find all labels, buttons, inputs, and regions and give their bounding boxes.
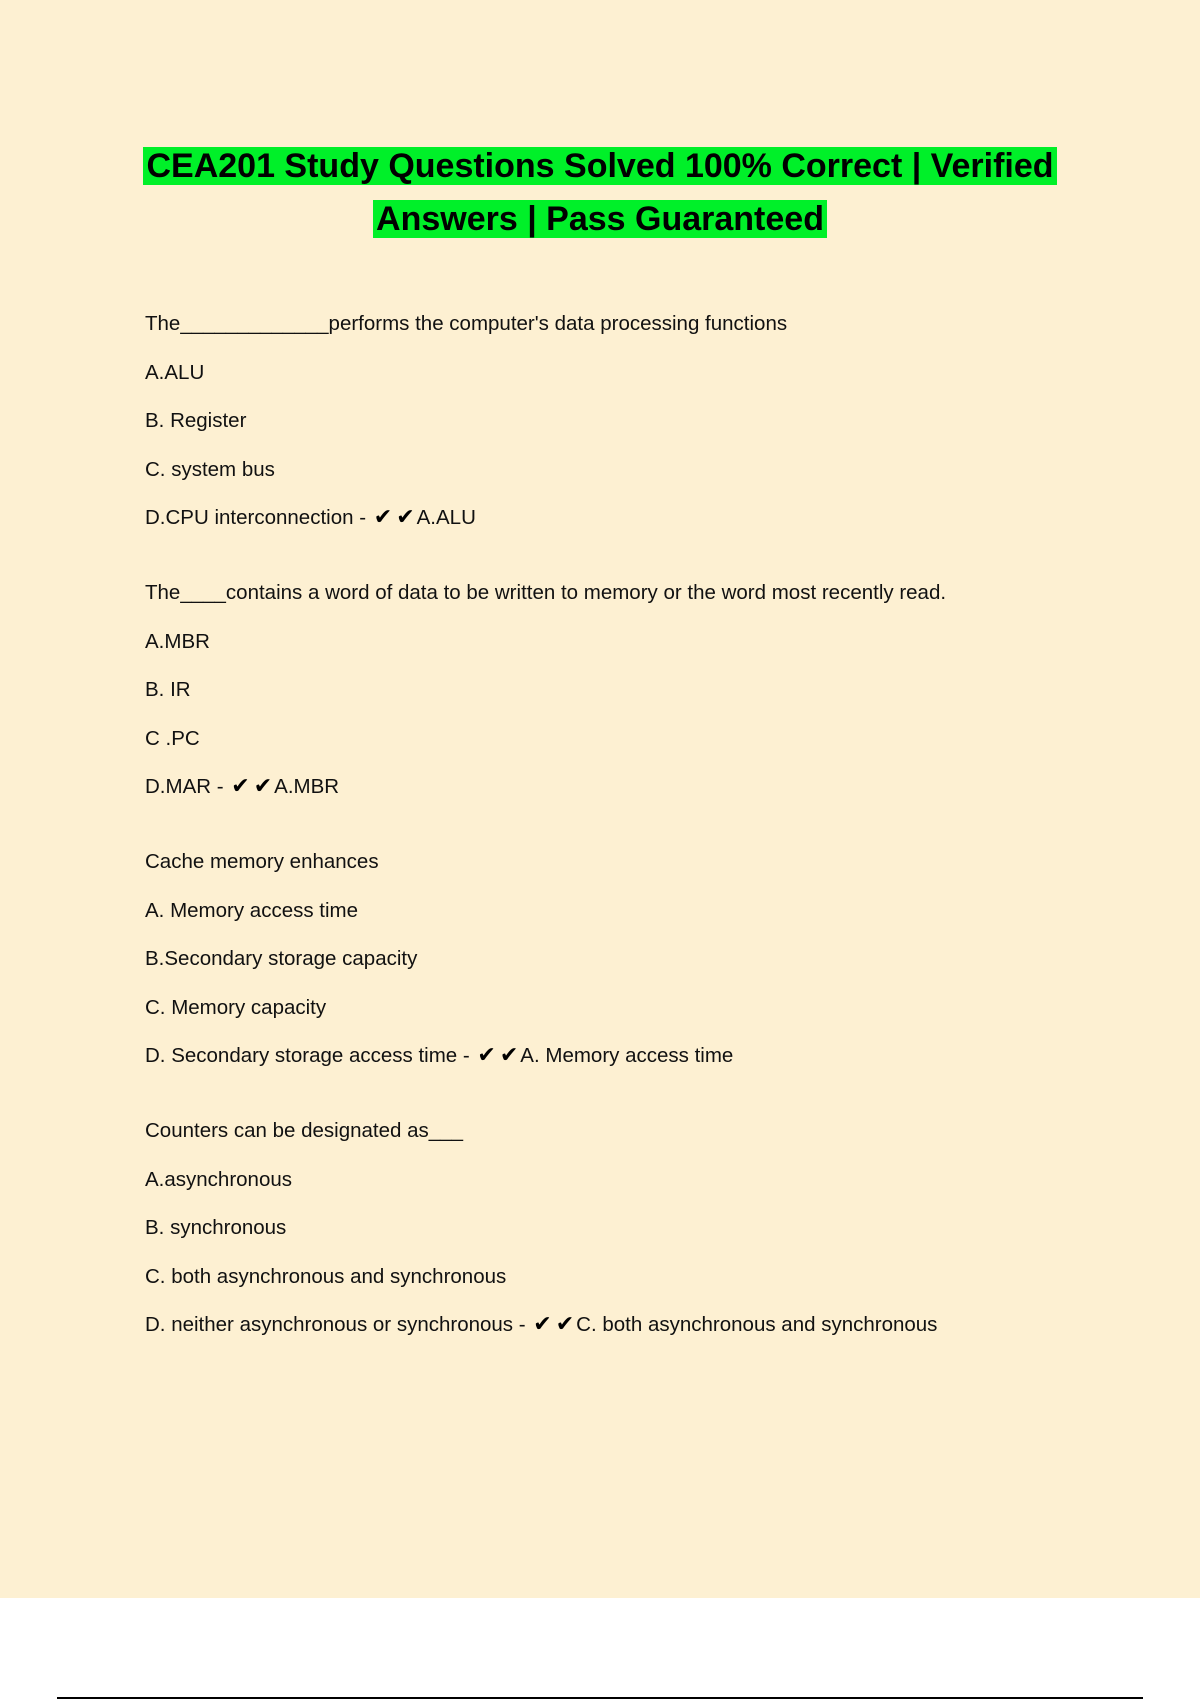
title-line-1: CEA201 Study Questions Solved 100% Correct | Verified [143,147,1056,185]
correct-answer: C. both asynchronous and synchronous [576,1313,938,1336]
check-icon: ✔ [477,1043,496,1068]
question-prompt: The____contains a word of data to be written to memory or the word most recently read. [145,581,947,604]
question-prompt: Cache memory enhances [145,850,379,873]
option-d-with-answer [145,1042,1085,1070]
check-icon: ✔ [555,1312,575,1337]
option-b: B.Secondary storage capacity [145,947,418,970]
option-a: A.asynchronous [145,1167,293,1191]
option-a: A.ALU [145,360,205,384]
option-d: D. Secondary storage access time - [145,1044,470,1067]
document-title [100,140,1100,246]
page-divider [57,1697,1143,1699]
question-item [145,848,1085,1070]
option-d: D.CPU interconnection - [145,506,367,529]
check-icon: ✔ [533,1312,552,1337]
check-icon: ✔ [253,774,273,799]
check-icon: ✔ [231,774,250,799]
option-b: B. Register [145,409,247,432]
option-a: A.MBR [145,629,210,653]
option-c: C .PC [145,726,200,750]
check-icon: ✔ [499,1043,519,1068]
option-d-with-answer [145,773,1085,801]
option-c: C. both asynchronous and synchronous [145,1264,507,1288]
correct-answer: A. Memory access time [520,1044,734,1067]
question-list [145,310,1085,1386]
option-a: A. Memory access time [145,898,359,922]
option-c: C. Memory capacity [145,995,327,1019]
option-d-with-answer [145,1311,1085,1339]
question-item [145,579,1085,801]
option-d: D.MAR - [145,775,224,798]
check-icon: ✔ [373,505,393,530]
title-line-2: Answers | Pass Guaranteed [373,200,827,238]
question-prompt: Counters can be designated as___ [145,1119,463,1142]
option-d: D. neither asynchronous or synchronous - [145,1313,526,1336]
correct-answer: A.MBR [274,775,340,798]
option-d-with-answer [145,504,1085,532]
question-item [145,310,1085,532]
option-c: C. system bus [145,457,275,481]
check-icon: ✔ [396,505,415,530]
option-b: B. IR [145,678,191,701]
correct-answer: A.ALU [416,506,476,529]
question-item [145,1117,1085,1339]
question-prompt: The_____________performs the computer's data processing functions [145,312,788,335]
option-b: B. synchronous [145,1216,287,1239]
